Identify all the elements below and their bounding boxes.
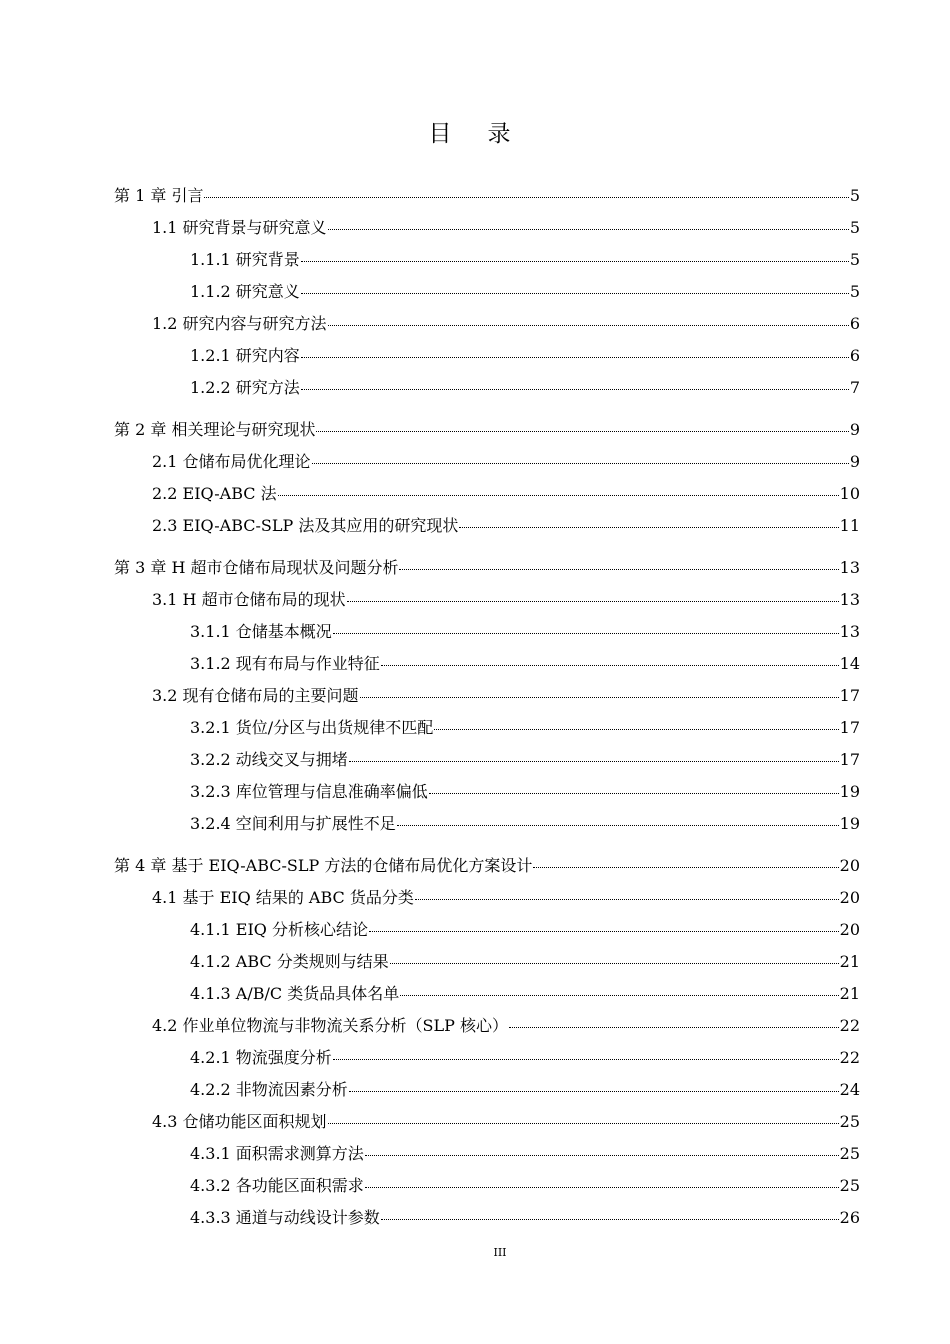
toc-entry[interactable] bbox=[114, 776, 860, 808]
dot-leader bbox=[328, 1123, 839, 1124]
toc-entry-page-number: 22 bbox=[839, 1016, 860, 1035]
toc-entry-page-number: 21 bbox=[839, 952, 860, 971]
toc-entry[interactable] bbox=[114, 946, 860, 978]
dot-leader bbox=[429, 793, 839, 794]
dot-leader bbox=[333, 633, 839, 634]
dot-leader bbox=[312, 463, 849, 464]
toc-entry-label: 1.2.1 研究内容 bbox=[190, 346, 300, 365]
toc-entry-label: 4.2.2 非物流因素分析 bbox=[190, 1080, 348, 1099]
toc-entry-label: 3.1 H 超市仓储布局的现状 bbox=[152, 590, 346, 609]
toc-entry[interactable] bbox=[114, 510, 860, 542]
toc-entry-label: 4.2 作业单位物流与非物流关系分析（SLP 核心） bbox=[152, 1016, 508, 1035]
toc-entry-page-number: 20 bbox=[839, 920, 860, 939]
dot-leader bbox=[365, 1155, 839, 1156]
toc-entry-page-number: 19 bbox=[839, 814, 860, 833]
toc-entry-label: 第 4 章 基于 EIQ-ABC-SLP 方法的仓储布局优化方案设计 bbox=[114, 856, 533, 875]
toc-entry-label: 4.2.1 物流强度分析 bbox=[190, 1048, 332, 1067]
toc-entry[interactable] bbox=[114, 1170, 860, 1202]
toc-entry-label: 4.3 仓储功能区面积规划 bbox=[152, 1112, 327, 1131]
toc-entry-page-number: 25 bbox=[839, 1112, 860, 1131]
toc-entry-label: 3.2.4 空间利用与扩展性不足 bbox=[190, 814, 396, 833]
toc-entry-page-number: 13 bbox=[839, 622, 860, 641]
toc-entry-page-number: 5 bbox=[849, 282, 860, 301]
dot-leader bbox=[459, 527, 838, 528]
dot-leader bbox=[349, 1091, 839, 1092]
toc-entry[interactable] bbox=[114, 584, 860, 616]
toc-entry-page-number: 5 bbox=[849, 186, 860, 205]
toc-entry-page-number: 25 bbox=[839, 1176, 860, 1195]
dot-leader bbox=[415, 899, 839, 900]
dot-leader bbox=[301, 389, 849, 390]
toc-entry-page-number: 17 bbox=[839, 718, 860, 737]
toc-entry-page-number: 6 bbox=[849, 314, 860, 333]
dot-leader bbox=[349, 761, 839, 762]
toc-entry-page-number: 6 bbox=[849, 346, 860, 365]
dot-leader bbox=[390, 963, 839, 964]
toc-entry-page-number: 20 bbox=[839, 888, 860, 907]
dot-leader bbox=[533, 867, 838, 868]
toc-entry-page-number: 17 bbox=[839, 686, 860, 705]
toc-entry-label: 1.1.1 研究背景 bbox=[190, 250, 300, 269]
table-of-contents bbox=[114, 180, 860, 1234]
toc-entry[interactable] bbox=[114, 808, 860, 840]
toc-entry-label: 2.2 EIQ-ABC 法 bbox=[152, 484, 277, 503]
dot-leader bbox=[381, 1219, 839, 1220]
toc-entry[interactable] bbox=[114, 1042, 860, 1074]
toc-entry-label: 3.1.1 仓储基本概况 bbox=[190, 622, 332, 641]
toc-entry-label: 第 2 章 相关理论与研究现状 bbox=[114, 420, 316, 439]
dot-leader bbox=[333, 1059, 839, 1060]
toc-entry[interactable] bbox=[114, 340, 860, 372]
dot-leader bbox=[381, 665, 839, 666]
dot-leader bbox=[360, 697, 839, 698]
dot-leader bbox=[365, 1187, 839, 1188]
toc-entry[interactable] bbox=[114, 1202, 860, 1234]
toc-entry[interactable] bbox=[114, 978, 860, 1010]
dot-leader bbox=[400, 995, 838, 996]
toc-entry[interactable] bbox=[114, 850, 860, 882]
toc-entry-page-number: 22 bbox=[839, 1048, 860, 1067]
toc-entry-label: 4.3.1 面积需求测算方法 bbox=[190, 1144, 364, 1163]
page-footer-number: III bbox=[493, 1246, 507, 1259]
toc-title: 目录 bbox=[428, 121, 547, 147]
dot-leader bbox=[399, 569, 838, 570]
toc-entry-page-number: 5 bbox=[849, 250, 860, 269]
toc-entry-page-number: 10 bbox=[839, 484, 860, 503]
toc-entry[interactable] bbox=[114, 1138, 860, 1170]
dot-leader bbox=[434, 729, 838, 730]
toc-entry-label: 第 1 章 引言 bbox=[114, 186, 204, 205]
toc-entry[interactable] bbox=[114, 276, 860, 308]
toc-entry[interactable] bbox=[114, 212, 860, 244]
toc-entry[interactable] bbox=[114, 244, 860, 276]
toc-entry-page-number: 25 bbox=[839, 1144, 860, 1163]
toc-entry-page-number: 7 bbox=[849, 378, 860, 397]
dot-leader bbox=[369, 931, 839, 932]
toc-entry[interactable] bbox=[114, 308, 860, 340]
toc-entry-label: 第 3 章 H 超市仓储布局现状及问题分析 bbox=[114, 558, 399, 577]
dot-leader bbox=[301, 261, 849, 262]
toc-entry[interactable] bbox=[114, 712, 860, 744]
toc-entry-label: 4.1.1 EIQ 分析核心结论 bbox=[190, 920, 369, 939]
toc-entry-page-number: 24 bbox=[839, 1080, 860, 1099]
toc-entry-label: 2.1 仓储布局优化理论 bbox=[152, 452, 311, 471]
toc-entry[interactable] bbox=[114, 446, 860, 478]
dot-leader bbox=[301, 357, 849, 358]
dot-leader bbox=[278, 495, 839, 496]
toc-entry-label: 3.2 现有仓储布局的主要问题 bbox=[152, 686, 359, 705]
toc-entry[interactable] bbox=[114, 1106, 860, 1138]
toc-entry-label: 3.2.2 动线交叉与拥堵 bbox=[190, 750, 348, 769]
toc-entry[interactable] bbox=[114, 882, 860, 914]
toc-entry-page-number: 17 bbox=[839, 750, 860, 769]
toc-entry-label: 3.2.3 库位管理与信息准确率偏低 bbox=[190, 782, 428, 801]
toc-entry-page-number: 26 bbox=[839, 1208, 860, 1227]
toc-entry[interactable] bbox=[114, 1010, 860, 1042]
toc-entry-page-number: 13 bbox=[839, 558, 860, 577]
toc-entry-page-number: 11 bbox=[839, 516, 860, 535]
toc-entry-page-number: 14 bbox=[839, 654, 860, 673]
toc-entry[interactable] bbox=[114, 180, 860, 212]
toc-entry-label: 4.1.2 ABC 分类规则与结果 bbox=[190, 952, 389, 971]
toc-entry-label: 3.1.2 现有布局与作业特征 bbox=[190, 654, 380, 673]
toc-entry[interactable] bbox=[114, 478, 860, 510]
toc-entry-label: 1.1 研究背景与研究意义 bbox=[152, 218, 327, 237]
toc-entry-page-number: 13 bbox=[839, 590, 860, 609]
toc-entry-page-number: 20 bbox=[839, 856, 860, 875]
toc-entry[interactable] bbox=[114, 914, 860, 946]
dot-leader bbox=[328, 325, 849, 326]
dot-leader bbox=[347, 601, 839, 602]
toc-entry-page-number: 9 bbox=[849, 452, 860, 471]
dot-leader bbox=[204, 197, 848, 198]
toc-entry-label: 4.1 基于 EIQ 结果的 ABC 货品分类 bbox=[152, 888, 414, 907]
toc-entry-label: 4.1.3 A/B/C 类货品具体名单 bbox=[190, 984, 400, 1003]
toc-entry-label: 1.1.2 研究意义 bbox=[190, 282, 300, 301]
toc-entry[interactable] bbox=[114, 648, 860, 680]
toc-entry-page-number: 19 bbox=[839, 782, 860, 801]
toc-entry[interactable] bbox=[114, 1074, 860, 1106]
dot-leader bbox=[397, 825, 839, 826]
toc-entry-label: 4.3.3 通道与动线设计参数 bbox=[190, 1208, 380, 1227]
toc-entry-label: 4.3.2 各功能区面积需求 bbox=[190, 1176, 364, 1195]
toc-entry-page-number: 5 bbox=[849, 218, 860, 237]
toc-entry[interactable] bbox=[114, 414, 860, 446]
dot-leader bbox=[301, 293, 849, 294]
toc-entry[interactable] bbox=[114, 616, 860, 648]
toc-entry[interactable] bbox=[114, 552, 860, 584]
toc-entry-label: 2.3 EIQ-ABC-SLP 法及其应用的研究现状 bbox=[152, 516, 459, 535]
toc-entry-label: 3.2.1 货位/分区与出货规律不匹配 bbox=[190, 718, 434, 737]
toc-entry[interactable] bbox=[114, 680, 860, 712]
toc-entry-label: 1.2 研究内容与研究方法 bbox=[152, 314, 327, 333]
toc-entry[interactable] bbox=[114, 372, 860, 404]
toc-entry-page-number: 21 bbox=[839, 984, 860, 1003]
toc-entry-label: 1.2.2 研究方法 bbox=[190, 378, 300, 397]
toc-entry-page-number: 9 bbox=[849, 420, 860, 439]
toc-entry[interactable] bbox=[114, 744, 860, 776]
dot-leader bbox=[316, 431, 848, 432]
dot-leader bbox=[509, 1027, 839, 1028]
dot-leader bbox=[328, 229, 849, 230]
